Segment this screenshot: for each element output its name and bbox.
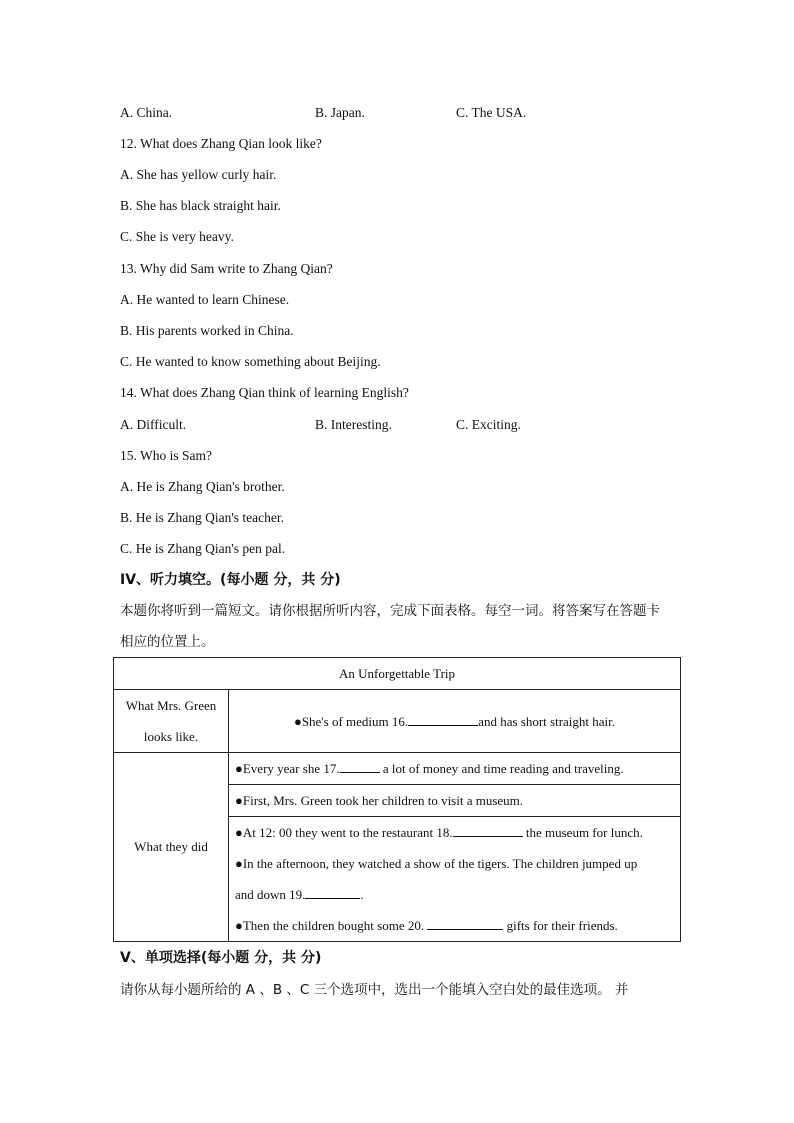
q14-option-b: B. Interesting. xyxy=(315,417,392,432)
blank-17 xyxy=(340,760,380,773)
q11-option-c: C. The USA. xyxy=(456,105,527,120)
q11-option-b: B. Japan. xyxy=(315,105,365,120)
row2-item3-after: the museum for lunch. xyxy=(522,825,643,840)
row2-item1-before: ●Every year she 17. xyxy=(235,761,340,776)
blank-20 xyxy=(427,917,503,930)
q15-option-c: C. He is Zhang Qian's pen pal. xyxy=(120,541,286,556)
row1-content xyxy=(229,690,681,753)
row2-item4-line2 xyxy=(235,879,674,910)
q15-option-a: A. He is Zhang Qian's brother. xyxy=(120,479,285,494)
q14-option-c: C. Exciting. xyxy=(456,417,521,432)
row1-text-after: and has short straight hair. xyxy=(478,713,616,729)
blank-19 xyxy=(305,886,360,899)
section5-instruction: 请你从每小题所给的 A 、B 、C 三个选项中，选出一个能填入空白处的最佳选项。 并 xyxy=(120,982,629,998)
row2-item3 xyxy=(235,817,674,848)
q13-option-a: A. He wanted to learn Chinese. xyxy=(120,292,290,307)
blank-18 xyxy=(453,824,523,837)
row2-item5-before: ●Then the children bought some 20. xyxy=(235,918,428,933)
q14-question: 14. What does Zhang Qian think of learning English? xyxy=(120,385,409,400)
row2-item4-line2-before: and down 19. xyxy=(235,887,306,902)
q15-option-b: B. He is Zhang Qian's teacher. xyxy=(120,510,285,525)
row1-label xyxy=(114,690,229,753)
row1-text-before: ●She's of medium 16. xyxy=(293,713,409,729)
q12-option-a: A. She has yellow curly hair. xyxy=(120,167,277,182)
q12-option-c: C. She is very heavy. xyxy=(120,229,234,244)
row2-item5-after: gifts for their friends. xyxy=(503,918,618,933)
row2-item1 xyxy=(229,753,681,785)
row2-label: What they did xyxy=(114,753,229,942)
section5-heading: V、单项选择(每小题 分，共 分) xyxy=(120,950,322,966)
q13-question: 13. Why did Sam write to Zhang Qian? xyxy=(120,261,333,276)
q12-option-b: B. She has black straight hair. xyxy=(120,198,281,213)
section4-heading: IV、听力填空。(每小题 分，共 分) xyxy=(120,572,341,588)
q15-question: 15. Who is Sam? xyxy=(120,448,212,463)
row1-label-line2: looks like. xyxy=(143,729,199,744)
section4-instruction-line1: 本题你将听到一篇短文。请你根据所听内容，完成下面表格。每空一词。将答案写在答题卡 xyxy=(120,603,660,619)
q13-option-b: B. His parents worked in China. xyxy=(120,323,294,338)
trip-table xyxy=(113,657,681,942)
row2-item4-line1: ●In the afternoon, they watched a show of the tigers. The children jumped up xyxy=(235,856,638,871)
row2-items-group xyxy=(229,817,681,942)
q13-option-c: C. He wanted to know something about Beijing. xyxy=(120,354,381,369)
row2-item1-after: a lot of money and time reading and traveling. xyxy=(379,761,624,776)
q14-option-a: A. Difficult. xyxy=(120,417,187,432)
row1-label-line1: What Mrs. Green xyxy=(125,698,217,713)
section4-instruction-line2: 相应的位置上。 xyxy=(120,634,215,650)
row2-item2: ●First, Mrs. Green took her children to visit a museum. xyxy=(229,785,681,817)
q12-question: 12. What does Zhang Qian look like? xyxy=(120,136,322,151)
q11-option-a: A. China. xyxy=(120,105,173,120)
table-title: An Unforgettable Trip xyxy=(114,658,681,690)
row2-item3-before: ●At 12: 00 they went to the restaurant 18. xyxy=(235,825,453,840)
blank-16 xyxy=(408,713,478,726)
row2-item4-line2-after: . xyxy=(360,887,364,902)
row2-item5 xyxy=(235,910,674,941)
